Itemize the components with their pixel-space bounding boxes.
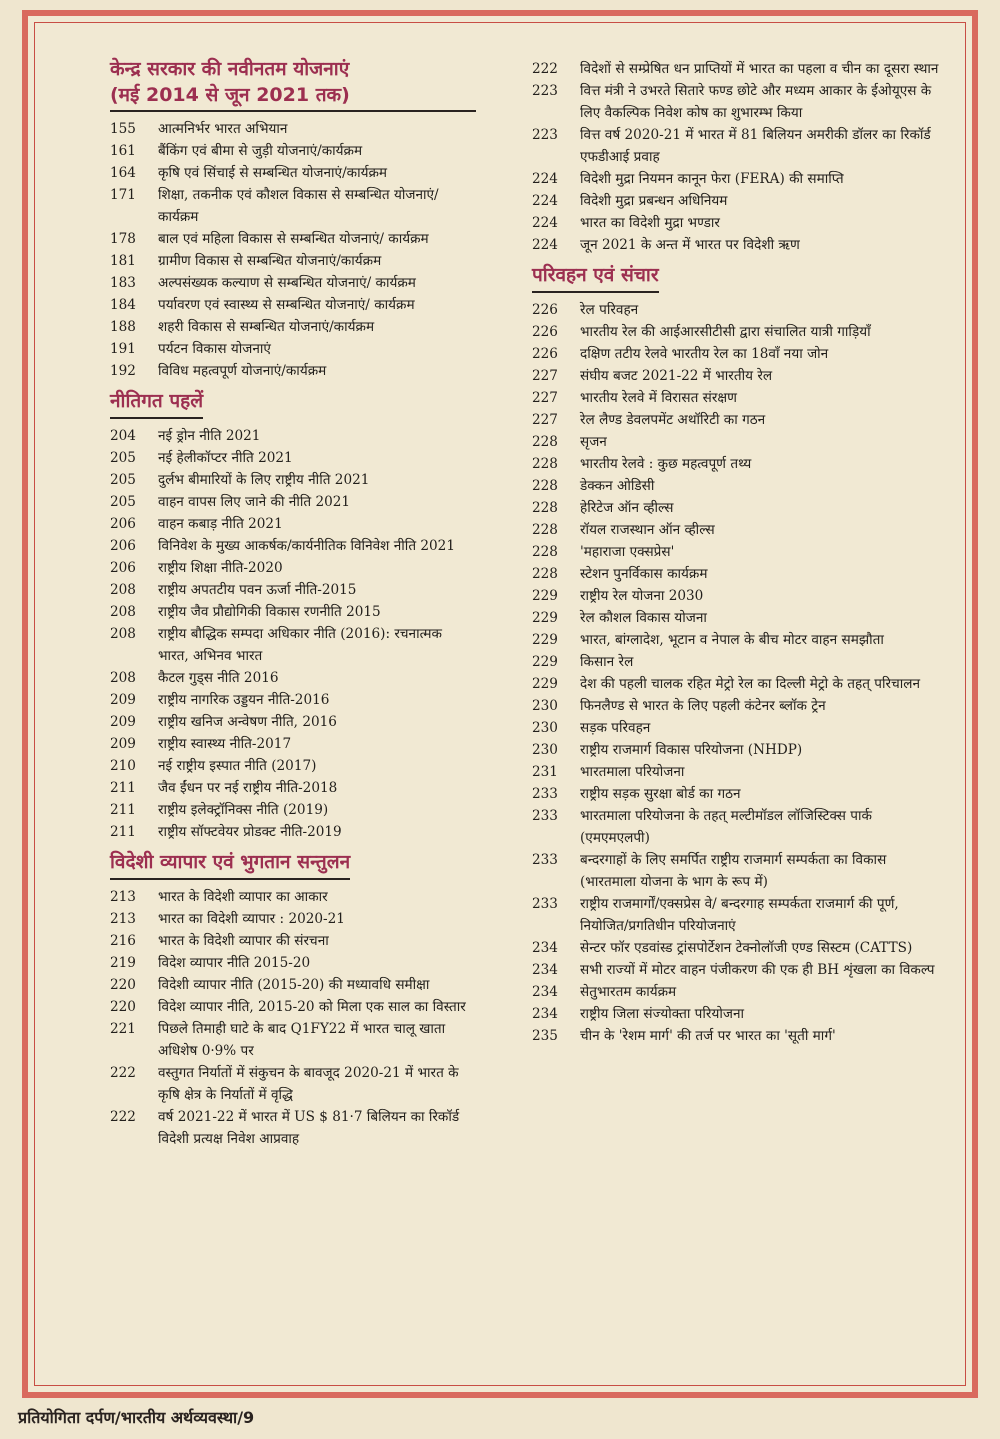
list-item xyxy=(532,431,940,453)
entry-text: रेल परिवहन xyxy=(580,302,639,318)
section-title-transport: परिवहन एवं संचार xyxy=(532,262,659,293)
entry-text: राष्ट्रीय सॉफ्टवेयर प्रोडक्ट नीति-2019 xyxy=(158,824,342,840)
page-number: 209 xyxy=(110,736,136,752)
page-number: 230 xyxy=(532,698,558,714)
entry-text: नई हेलीकॉप्टर नीति 2021 xyxy=(158,450,293,466)
list-policy xyxy=(110,425,476,843)
entry-text: भारत का विदेशी व्यापार : 2020-21 xyxy=(158,911,345,927)
entry-text: राष्ट्रीय इलेक्ट्रॉनिक्स नीति (2019) xyxy=(158,802,329,818)
page-number: 204 xyxy=(110,428,136,444)
page-number: 161 xyxy=(110,143,136,159)
entry-text: स्टेशन पुनर्विकास कार्यक्रम xyxy=(580,566,708,582)
page-number: 234 xyxy=(532,984,558,1000)
page-number: 219 xyxy=(110,955,136,971)
list-item xyxy=(110,930,476,952)
page-number: 229 xyxy=(532,654,558,670)
entry-text: सभी राज्यों में मोटर वाहन पंजीकरण की एक ही BH शृंखला का विकल्प xyxy=(580,962,935,978)
entry-text: रॉयल राजस्थान ऑन व्हील्स xyxy=(580,522,715,538)
list-item xyxy=(532,739,940,761)
list-transport xyxy=(532,299,940,1047)
list-item xyxy=(532,695,940,717)
list-item xyxy=(110,799,476,821)
list-item xyxy=(532,124,940,168)
list-item xyxy=(110,469,476,491)
page-number: 227 xyxy=(532,412,558,428)
left-column xyxy=(110,56,476,1150)
entry-text: भारत, बांग्लादेश, भूटान व नेपाल के बीच मोटर वाहन समझौता xyxy=(580,632,884,648)
entry-text: वस्तुगत निर्यातों में संकुचन के बावजूद 2020-21 में भारत के कृषि क्षेत्र के निर्यातों में वृद्धि xyxy=(158,1065,459,1103)
entry-text: विदेश व्यापार नीति 2015-20 xyxy=(158,955,311,971)
page-frame xyxy=(22,10,978,1398)
entry-text: नई ड्रोन नीति 2021 xyxy=(158,428,261,444)
list-item xyxy=(110,535,476,557)
entry-text: वाहन कबाड़ नीति 2021 xyxy=(158,516,283,532)
page-number: 181 xyxy=(110,253,136,269)
list-item xyxy=(532,607,940,629)
list-item xyxy=(110,908,476,930)
page-number: 211 xyxy=(110,824,136,840)
page-number: 229 xyxy=(532,632,558,648)
page-number: 205 xyxy=(110,472,136,488)
list-item xyxy=(532,849,940,893)
list-item xyxy=(110,557,476,579)
list-item xyxy=(110,316,476,338)
entry-text: संघीय बजट 2021-22 में भारतीय रेल xyxy=(580,368,773,384)
entry-text: राष्ट्रीय जिला संज्योक्ता परियोजना xyxy=(580,1006,745,1022)
list-item xyxy=(532,981,940,1003)
page-number: 206 xyxy=(110,538,136,554)
page-number: 234 xyxy=(532,940,558,956)
entry-text: 'महाराजा एक्सप्रेस' xyxy=(580,544,675,560)
page-number: 208 xyxy=(110,626,136,642)
list-item xyxy=(110,1062,476,1106)
page-number: 227 xyxy=(532,390,558,406)
entry-text: बन्दरगाहों के लिए समर्पित राष्ट्रीय राजमार्ग सम्पर्कता का विकास (भारतमाला योजना के भाग के रूप में) xyxy=(580,852,887,890)
page-number: 213 xyxy=(110,911,136,927)
list-item xyxy=(532,58,940,80)
entry-text: शिक्षा, तकनीक एवं कौशल विकास से सम्बन्धित योजनाएं/कार्यक्रम xyxy=(158,187,439,225)
page-number: 224 xyxy=(532,215,558,231)
list-item xyxy=(532,475,940,497)
list-item xyxy=(110,140,476,162)
page-number: 230 xyxy=(532,742,558,758)
entry-text: राष्ट्रीय सड़क सुरक्षा बोर्ड का गठन xyxy=(580,786,741,802)
list-foreign-trade xyxy=(110,886,476,1150)
page-number: 228 xyxy=(532,566,558,582)
page-number: 192 xyxy=(110,363,136,379)
list-item xyxy=(110,1018,476,1062)
list-item xyxy=(110,623,476,667)
page-number: 223 xyxy=(532,127,558,143)
entry-text: भारत का विदेशी मुद्रा भण्डार xyxy=(580,215,720,231)
page-number: 206 xyxy=(110,516,136,532)
page-number: 213 xyxy=(110,889,136,905)
list-item xyxy=(110,601,476,623)
page-number: 209 xyxy=(110,714,136,730)
list-item xyxy=(110,755,476,777)
list-item xyxy=(110,447,476,469)
list-item xyxy=(110,338,476,360)
page-number: 224 xyxy=(532,237,558,253)
list-item xyxy=(110,162,476,184)
list-item xyxy=(532,563,940,585)
entry-text: राष्ट्रीय राजमार्गों/एक्सप्रेस वे/ बन्दरगाह सम्पर्कता राजमार्ग की पूर्ण, नियोजित/प्रगतिधीन परियोजनाएं xyxy=(580,896,899,934)
page-number: 228 xyxy=(532,544,558,560)
list-item xyxy=(532,717,940,739)
list-item xyxy=(110,228,476,250)
page-number: 206 xyxy=(110,560,136,576)
entry-text: फिनलैण्ड से भारत के लिए पहली कंटेनर ब्लॉक ट्रेन xyxy=(580,698,826,714)
entry-text: विविध महत्वपूर्ण योजनाएं/कार्यक्रम xyxy=(158,363,327,379)
entry-text: किसान रेल xyxy=(580,654,634,670)
list-item xyxy=(110,886,476,908)
entry-text: भारत के विदेशी व्यापार का आकार xyxy=(158,889,328,905)
page-number: 171 xyxy=(110,187,136,203)
page-number: 184 xyxy=(110,297,136,313)
entry-text: दक्षिण तटीय रेलवे भारतीय रेल का 18वाँ नया जोन xyxy=(580,346,829,362)
page-number: 234 xyxy=(532,1006,558,1022)
page-number: 233 xyxy=(532,852,558,868)
list-item xyxy=(110,711,476,733)
entry-text: राष्ट्रीय राजमार्ग विकास परियोजना (NHDP) xyxy=(580,742,803,758)
page-number: 191 xyxy=(110,341,136,357)
page-number: 211 xyxy=(110,780,136,796)
entry-text: बाल एवं महिला विकास से सम्बन्धित योजनाएं/ कार्यक्रम xyxy=(158,231,429,247)
list-foreign-trade-continued xyxy=(532,58,940,256)
list-item xyxy=(532,497,940,519)
page-number: 233 xyxy=(532,808,558,824)
entry-text: ग्रामीण विकास से सम्बन्धित योजनाएं/कार्यक्रम xyxy=(158,253,382,269)
page-number: 178 xyxy=(110,231,136,247)
entry-text: विदेशी व्यापार नीति (2015-20) की मध्यावधि समीक्षा xyxy=(158,977,430,993)
list-item xyxy=(532,893,940,937)
list-item xyxy=(110,294,476,316)
page-number: 228 xyxy=(532,522,558,538)
entry-text: पिछले तिमाही घाटे के बाद Q1FY22 में भारत चालू खाता अधिशेष 0·9% पर xyxy=(158,1021,446,1059)
page-number: 220 xyxy=(110,999,136,1015)
list-item xyxy=(532,629,940,651)
entry-text: राष्ट्रीय बौद्धिक सम्पदा अधिकार नीति (2016): रचनात्मक भारत, अभिनव भारत xyxy=(158,626,442,664)
list-item xyxy=(532,761,940,783)
list-schemes xyxy=(110,118,476,382)
list-item xyxy=(110,777,476,799)
entry-text: विनिवेश के मुख्य आकर्षक/कार्यनीतिक विनिवेश नीति 2021 xyxy=(158,538,455,554)
page-number: 210 xyxy=(110,758,136,774)
list-item xyxy=(532,168,940,190)
entry-text: राष्ट्रीय नागरिक उड्डयन नीति-2016 xyxy=(158,692,330,708)
page-number: 220 xyxy=(110,977,136,993)
list-item xyxy=(532,321,940,343)
page-number: 228 xyxy=(532,500,558,516)
list-item xyxy=(110,491,476,513)
list-item xyxy=(532,783,940,805)
page-number: 227 xyxy=(532,368,558,384)
page-number: 222 xyxy=(532,61,558,77)
entry-text: पर्यावरण एवं स्वास्थ्य से सम्बन्धित योजनाएं/ कार्यक्रम xyxy=(158,297,415,313)
entry-text: बैंकिंग एवं बीमा से जुड़ी योजनाएं/कार्यक्रम xyxy=(158,143,363,159)
entry-text: वर्ष 2021-22 में भारत में US $ 81·7 बिलियन का रिकॉर्ड विदेशी प्रत्यक्ष निवेश आप्रवाह xyxy=(158,1109,460,1147)
list-item xyxy=(532,805,940,849)
page-number: 208 xyxy=(110,604,136,620)
entry-text: सेन्टर फॉर एडवांस्ड ट्रांसपोर्टेशन टेक्नोलॉजी एण्ड सिस्टम (CATTS) xyxy=(580,940,913,956)
section-title-schemes: केन्द्र सरकार की नवीनतम योजनाएं xyxy=(110,58,350,80)
entry-text: जैव ईंधन पर नई राष्ट्रीय नीति-2018 xyxy=(158,780,338,796)
list-item xyxy=(110,118,476,140)
list-item xyxy=(110,272,476,294)
list-item xyxy=(532,80,940,124)
page-number: 222 xyxy=(110,1109,136,1125)
entry-text: पर्यटन विकास योजनाएं xyxy=(158,341,271,357)
list-item xyxy=(110,184,476,228)
list-item xyxy=(532,541,940,563)
entry-text: विदेशी मुद्रा प्रबन्धन अधिनियम xyxy=(580,193,728,209)
entry-text: कैटल गुड्स नीति 2016 xyxy=(158,670,279,686)
entry-text: आत्मनिर्भर भारत अभियान xyxy=(158,121,288,137)
section-header-schemes xyxy=(110,56,476,112)
list-item xyxy=(110,996,476,1018)
list-item xyxy=(110,579,476,601)
entry-text: राष्ट्रीय खनिज अन्वेषण नीति, 2016 xyxy=(158,714,337,730)
list-item xyxy=(532,1003,940,1025)
list-item xyxy=(110,667,476,689)
page-number: 229 xyxy=(532,610,558,626)
entry-text: राष्ट्रीय शिक्षा नीति-2020 xyxy=(158,560,283,576)
list-item xyxy=(532,343,940,365)
list-item xyxy=(532,387,940,409)
entry-text: जून 2021 के अन्त में भारत पर विदेशी ऋण xyxy=(580,237,800,253)
entry-text: सड़क परिवहन xyxy=(580,720,651,736)
list-item xyxy=(532,234,940,256)
list-item xyxy=(532,212,940,234)
entry-text: राष्ट्रीय जैव प्रौद्योगिकी विकास रणनीति 2015 xyxy=(158,604,381,620)
entry-text: दुर्लभ बीमारियों के लिए राष्ट्रीय नीति 2021 xyxy=(158,472,370,488)
list-item xyxy=(532,937,940,959)
page-number: 230 xyxy=(532,720,558,736)
entry-text: भारतीय रेलवे में विरासत संरक्षण xyxy=(580,390,737,406)
list-item xyxy=(532,365,940,387)
page-number: 233 xyxy=(532,896,558,912)
list-item xyxy=(110,513,476,535)
list-item xyxy=(110,821,476,843)
entry-text: भारतमाला परियोजना xyxy=(580,764,685,780)
page-number: 211 xyxy=(110,802,136,818)
page-number: 223 xyxy=(532,83,558,99)
entry-text: विदेश व्यापार नीति, 2015-20 को मिला एक साल का विस्तार xyxy=(158,999,466,1015)
list-item xyxy=(532,519,940,541)
entry-text: अल्पसंख्यक कल्याण से सम्बन्धित योजनाएं/ कार्यक्रम xyxy=(158,275,416,291)
entry-text: वाहन वापस लिए जाने की नीति 2021 xyxy=(158,494,351,510)
entry-text: भारत के विदेशी व्यापार की संरचना xyxy=(158,933,329,949)
page-number: 234 xyxy=(532,962,558,978)
entry-text: विदेशी मुद्रा नियमन कानून फेरा (FERA) की समाप्ति xyxy=(580,171,844,187)
list-item xyxy=(532,190,940,212)
list-item xyxy=(110,250,476,272)
list-item xyxy=(110,952,476,974)
entry-text: राष्ट्रीय स्वास्थ्य नीति-2017 xyxy=(158,736,292,752)
page-number: 209 xyxy=(110,692,136,708)
list-item xyxy=(532,299,940,321)
page-number: 224 xyxy=(532,171,558,187)
page-number: 233 xyxy=(532,786,558,802)
entry-text: चीन के 'रेशम मार्ग' की तर्ज पर भारत का 'सूती मार्ग' xyxy=(580,1028,836,1044)
section-title-foreign-trade: विदेशी व्यापार एवं भुगतान सन्तुलन xyxy=(110,849,350,880)
list-item xyxy=(532,959,940,981)
list-item xyxy=(110,689,476,711)
list-item xyxy=(532,673,940,695)
list-item xyxy=(110,733,476,755)
page-number: 228 xyxy=(532,478,558,494)
entry-text: राष्ट्रीय रेल योजना 2030 xyxy=(580,588,704,604)
page-number: 188 xyxy=(110,319,136,335)
entry-text: सृजन xyxy=(580,434,607,450)
entry-text: रेल कौशल विकास योजना xyxy=(580,610,707,626)
entry-text: विदेशों से सम्प्रेषित धन प्राप्तियों में भारत का पहला व चीन का दूसरा स्थान xyxy=(580,61,939,77)
page-number: 221 xyxy=(110,1021,136,1037)
page-number: 229 xyxy=(532,676,558,692)
entry-text: शहरी विकास से सम्बन्धित योजनाएं/कार्यक्रम xyxy=(158,319,375,335)
page-number: 226 xyxy=(532,324,558,340)
list-item xyxy=(110,425,476,447)
page-number: 228 xyxy=(532,434,558,450)
list-item xyxy=(532,651,940,673)
page-number: 235 xyxy=(532,1028,558,1044)
entry-text: हेरिटेज ऑन व्हील्स xyxy=(580,500,674,516)
entry-text: भारतीय रेल की आईआरसीटीसी द्वारा संचालित यात्री गाड़ियाँ xyxy=(580,324,871,340)
section-subtitle-schemes: (मई 2014 से जून 2021 तक) xyxy=(110,84,350,106)
entry-text: डेक्कन ओडिसी xyxy=(580,478,655,494)
entry-text: वित्त मंत्री ने उभरते सितारे फण्ड छोटे और मध्यम आकार के ईओयूएस के लिए वैकल्पिक निवेश कोष का शुभारम्भ किया xyxy=(580,83,932,121)
page-number: 228 xyxy=(532,456,558,472)
page-number: 208 xyxy=(110,670,136,686)
list-item xyxy=(110,1106,476,1150)
entry-text: भारतमाला परियोजना के तहत् मल्टीमॉडल लॉजिस्टिक्स पार्क (एमएमएलपी) xyxy=(580,808,872,846)
list-item xyxy=(110,974,476,996)
page-number: 224 xyxy=(532,193,558,209)
page-number: 183 xyxy=(110,275,136,291)
page-number: 205 xyxy=(110,450,136,466)
right-column xyxy=(532,58,940,1047)
list-item xyxy=(110,360,476,382)
page-number: 155 xyxy=(110,121,136,137)
entry-text: सेतुभारतम कार्यक्रम xyxy=(580,984,677,1000)
page-number: 216 xyxy=(110,933,136,949)
list-item xyxy=(532,409,940,431)
entry-text: रेल लैण्ड डेवलपमेंट अथॉरिटी का गठन xyxy=(580,412,766,428)
list-item xyxy=(532,585,940,607)
page-footer: प्रतियोगिता दर्पण/भारतीय अर्थव्यवस्था/9 xyxy=(18,1408,255,1427)
page-number: 208 xyxy=(110,582,136,598)
page-number: 231 xyxy=(532,764,558,780)
page-number: 205 xyxy=(110,494,136,510)
entry-text: कृषि एवं सिंचाई से सम्बन्धित योजनाएं/कार्यक्रम xyxy=(158,165,388,181)
entry-text: देश की पहली चालक रहित मेट्रो रेल का दिल्ली मेट्रो के तहत् परिचालन xyxy=(580,676,921,692)
entry-text: वित्त वर्ष 2020-21 में भारत में 81 बिलियन अमरीकी डॉलर का रिकॉर्ड एफडीआई प्रवाह xyxy=(580,127,931,165)
entry-text: राष्ट्रीय अपतटीय पवन ऊर्जा नीति-2015 xyxy=(158,582,357,598)
entry-text: नई राष्ट्रीय इस्पात नीति (2017) xyxy=(158,758,317,774)
list-item xyxy=(532,453,940,475)
page-number: 222 xyxy=(110,1065,136,1081)
page-number: 229 xyxy=(532,588,558,604)
list-item xyxy=(532,1025,940,1047)
entry-text: भारतीय रेलवे : कुछ महत्वपूर्ण तथ्य xyxy=(580,456,752,472)
page-number: 164 xyxy=(110,165,136,181)
section-title-policy: नीतिगत पहलें xyxy=(110,388,203,419)
page-number: 226 xyxy=(532,346,558,362)
page-number: 226 xyxy=(532,302,558,318)
